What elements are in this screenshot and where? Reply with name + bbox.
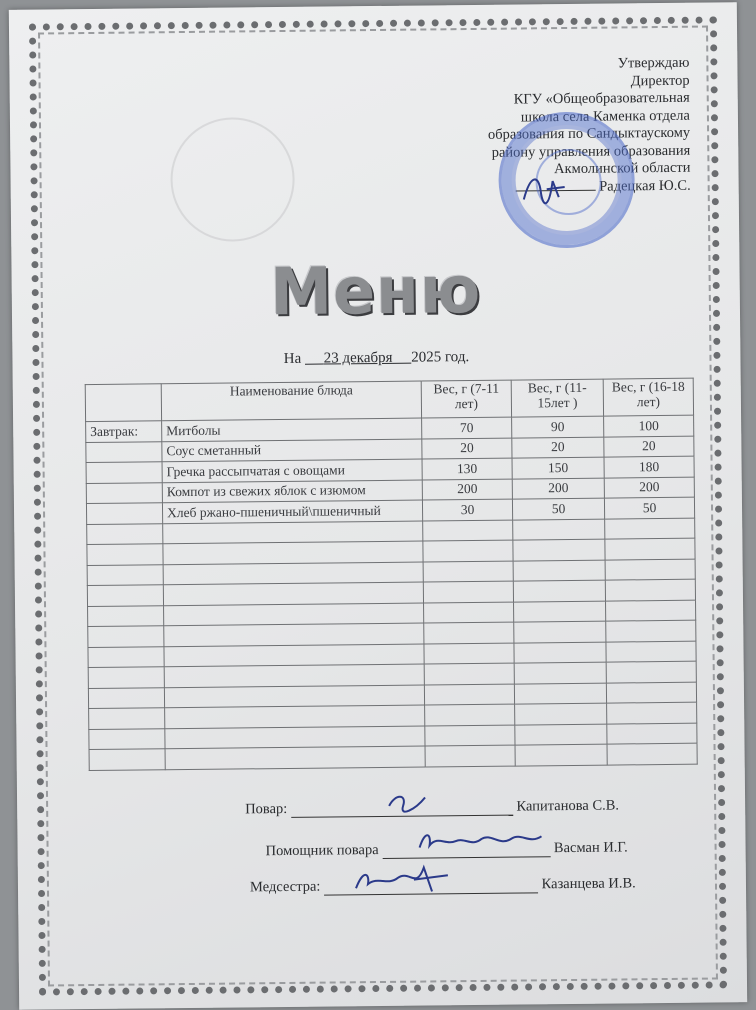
column-header-weight-16-18: Вес, г (16-18 лет) [603,378,693,416]
empty-cell [424,643,514,664]
weight-16-18-cell: 100 [604,415,694,436]
weight-16-18-cell: 180 [604,456,694,477]
empty-cell [606,620,696,641]
assistant-label: Помощник повара [265,842,379,860]
empty-cell [87,564,163,585]
empty-cell [425,745,515,766]
empty-cell [425,725,515,746]
dish-cell: Гречка рассыпчатая с овощами [162,459,422,482]
page-title: Меню [269,251,482,330]
empty-cell [164,664,424,687]
empty-cell [88,667,164,688]
empty-cell [607,743,697,764]
empty-cell [165,705,425,728]
empty-cell [605,579,695,600]
empty-cell [514,642,606,663]
meal-cell: Завтрак: [86,421,162,442]
assistant-name: Васман И.Г. [553,839,628,857]
weight-16-18-cell: 20 [604,436,694,457]
menu-table [85,378,698,771]
dish-cell: Соус сметанный [162,439,422,462]
empty-cell [513,580,605,601]
faded-stamp-impression [170,117,295,242]
table-header-row [85,378,693,421]
empty-cell [605,518,695,539]
weight-11-15-cell: 50 [512,498,604,519]
empty-cell [164,603,424,626]
empty-cell [424,602,514,623]
column-header-dish: Наименование блюда [161,381,421,421]
menu-sheet [9,2,747,1010]
empty-cell [514,662,606,683]
empty-cell [163,582,423,605]
weight-7-11-cell: 200 [422,479,512,500]
empty-cell [164,685,424,708]
empty-cell [424,622,514,643]
nurse-signature [352,863,452,894]
column-header-meal [85,384,161,422]
empty-cell [87,544,163,565]
empty-cell [424,663,514,684]
empty-cell [606,641,696,662]
empty-cell [87,523,163,544]
empty-cell [515,703,607,724]
dish-cell: Митболы [162,418,422,441]
approval-line: образования по Сандыктаускому [487,124,691,143]
column-header-weight-7-11: Вес, г (7-11 лет) [421,380,511,418]
approval-signer: Радецкая Ю.С. [599,177,691,195]
meal-cell [86,482,162,503]
menu-date: 23 декабря [323,349,393,367]
cook-label: Повар: [245,800,288,818]
cook-signature [385,789,429,813]
empty-cell [606,661,696,682]
empty-cell [606,600,696,621]
weight-7-11-cell: 30 [422,499,512,520]
nurse-name: Казанцева И.В. [541,875,636,893]
empty-cell [424,684,514,705]
weight-7-11-cell: 20 [422,438,512,459]
nurse-label: Медсестра: [249,878,321,896]
empty-cell [88,626,164,647]
weight-11-15-cell: 20 [512,437,604,458]
weight-16-18-cell: 200 [604,477,694,498]
empty-cell [165,726,425,749]
dish-cell: Компот из свежих яблок с изюмом [162,480,422,503]
dish-cell: Хлеб ржано-пшеничный\пшеничный [162,500,422,523]
empty-cell [423,561,513,582]
meal-cell [86,462,162,483]
empty-cell [164,644,424,667]
approval-line: Утверждаю [617,54,690,72]
approval-line: Директор [630,72,690,89]
approval-line: району управления образования [491,142,691,161]
empty-cell [514,621,606,642]
empty-cell [425,704,515,725]
empty-cell [87,585,163,606]
approval-line: Акмолинской области [554,159,691,178]
empty-cell [513,560,605,581]
weight-7-11-cell: 130 [422,458,512,479]
empty-cell [89,728,165,749]
empty-cell [605,559,695,580]
empty-cell [88,605,164,626]
cook-name: Капитанова С.В. [516,797,620,815]
empty-cell [514,601,606,622]
empty-cell [607,702,697,723]
empty-cell [88,646,164,667]
director-signature [518,169,568,210]
empty-cell [513,519,605,540]
empty-cell [605,538,695,559]
empty-cell [88,687,164,708]
empty-cell [423,581,513,602]
empty-cell [163,562,423,585]
empty-cell [163,521,423,544]
weight-11-15-cell: 200 [512,478,604,499]
meal-cell [86,503,162,524]
column-header-weight-11-15: Вес, г (11-15лет ) [511,379,603,417]
empty-cell [89,749,165,770]
empty-cell [165,746,425,769]
empty-cell [514,683,606,704]
menu-year: 2025 год. [411,349,470,366]
empty-cell [513,539,605,560]
empty-cell [515,744,607,765]
empty-cell [164,623,424,646]
approval-line: школа села Каменка отдела [520,107,691,125]
empty-cell [607,723,697,744]
empty-cell [89,708,165,729]
empty-cell [606,682,696,703]
weight-16-18-cell: 50 [604,497,694,518]
empty-cell [163,541,423,564]
empty-cell [423,540,513,561]
weight-7-11-cell: 70 [422,417,512,438]
empty-cell [515,724,607,745]
weight-11-15-cell: 90 [512,416,604,437]
date-prefix: На [283,350,302,367]
approval-line: КГУ «Общеобразовательная [513,89,690,108]
empty-cell [423,520,513,541]
weight-11-15-cell: 150 [512,457,604,478]
meal-cell [86,441,162,462]
assistant-signature [415,826,545,853]
